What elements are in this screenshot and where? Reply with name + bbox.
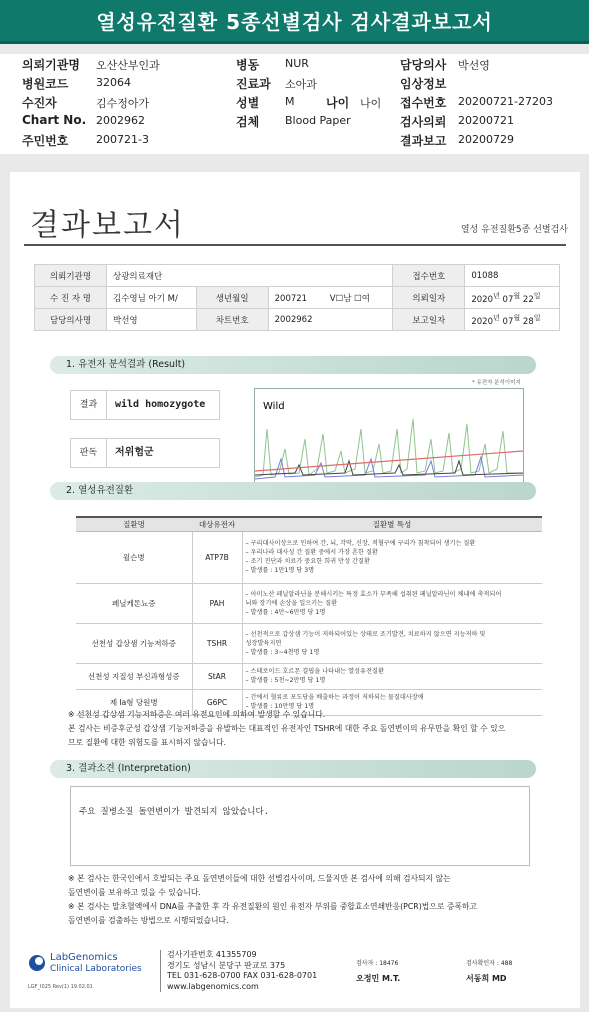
desc-line: – 발생률 : 1만1명 당 3명 (245, 567, 315, 574)
meta-value-age: 나이 (360, 97, 382, 110)
labgenomics-logo-icon (28, 954, 46, 972)
meta-value-hospital-code: 32064 (96, 76, 131, 89)
info-label: 차트번호 (196, 309, 268, 331)
chromatogram-image (254, 388, 524, 488)
info-label: 접수번호 (393, 265, 465, 287)
disease-desc (242, 623, 542, 663)
chromatogram-label: Wild (263, 401, 285, 412)
section-title: 1. 유전자 분석결과 (Result) (66, 359, 186, 370)
footnote-line: 돌연변이를 보유하고 있을 수 있습니다. (68, 888, 201, 897)
meta-label-department: 진료과 (236, 77, 271, 91)
company-name: LabGenomics (50, 952, 118, 963)
gene-name: StAR (192, 663, 242, 689)
meta-label-reception-no: 접수번호 (400, 96, 447, 110)
disease-name: 제 Ia형 당원병 (76, 689, 192, 715)
address-line: 경기도 성남시 분당구 판교로 375 (167, 960, 286, 970)
signature-label: 검사확인자 : 488 (466, 960, 513, 967)
gene-name: G6PC (192, 689, 242, 715)
info-value: 상광의료재단 (107, 265, 393, 287)
date-year: 2020 (471, 294, 493, 305)
sex-mark: V (329, 293, 336, 304)
unit: 년 (492, 312, 500, 322)
info-value: 01088 (465, 265, 560, 287)
meta-label-doctor: 담당의사 (400, 58, 447, 72)
footnote-line: ※ 본 검사는 말초혈액에서 DNA를 추출한 후 각 유전질환의 원인 유전자 부위를 중합효소연쇄반응(PCR)법으로 증폭하고 (68, 902, 477, 911)
meta-label-report-date: 결과보고 (400, 134, 447, 148)
sex-female-checkbox: ☐여 (354, 293, 370, 304)
section-title: 3. 결과소견 (Interpretation) (66, 763, 191, 774)
interpretation-text: 주요 질병소질 돌연변이가 발견되지 않았습니다. (79, 807, 269, 817)
info-label: 보고일자 (393, 309, 465, 331)
info-label: 수 진 자 명 (35, 287, 107, 309)
disease-desc (242, 663, 542, 689)
meta-label-chart-no: Chart No. (22, 113, 87, 127)
meta-label-request-date: 검사의뢰 (400, 115, 447, 129)
meta-label-specimen: 검체 (236, 115, 260, 129)
note-line: 므로 질환에 대한 위험도를 표시하지 않습니다. (68, 738, 226, 747)
info-label: 담당의사명 (35, 309, 107, 331)
desc-line: 뇌와 장기에 손상을 일으키는 질환 (245, 599, 338, 607)
info-date (465, 287, 560, 309)
meta-value-specimen: Blood Paper (285, 114, 351, 127)
footnote-line: 돌연변이를 검출하는 방법으로 시행되었습니다. (68, 916, 229, 925)
signature-name: 오정민 M.T. (356, 974, 401, 983)
meta-value-institution: 오산산부인과 (96, 59, 160, 72)
date-year: 2020 (471, 316, 493, 327)
date-month: 07 (502, 316, 514, 327)
desc-line: – 조기 진단과 치료가 중요한 희귀 만성 간질환 (245, 558, 370, 565)
address-line: www.labgenomics.com (167, 981, 259, 991)
signature-label: 검사자 : 18476 (356, 960, 399, 967)
gene-name: ATP7B (192, 531, 242, 583)
footnote-line: ※ 본 검사는 한국인에서 호발되는 주요 돌연변이들에 대한 선별검사이며, 드물지만 본 검사에 의해 검사되지 않는 (68, 874, 451, 883)
report-title-bar (0, 0, 589, 44)
disease-name: 선천성 지질성 부신과형성증 (76, 663, 192, 689)
unit: 일 (533, 290, 541, 300)
meta-label-clinical-info: 임상정보 (400, 77, 447, 91)
report-document (10, 172, 580, 1008)
meta-label-hospital-code: 병원코드 (22, 77, 69, 91)
desc-line: – 선천적으로 갑상샘 기능이 저하되어있는 상태로 조기발견, 치료하지 않으면 지능저하 및 (245, 630, 486, 638)
meta-value-chart-no: 2002962 (96, 114, 145, 127)
info-dob-cell (268, 287, 393, 309)
desc-line: – 발생률 : 10만명 당 1명 (245, 703, 315, 710)
gene-name: PAH (192, 583, 242, 623)
note-line: 본 검사는 비증후군성 갑상샘 기능저하증을 유발하는 대표적인 유전자인 TSHR에 대한 주요 돌연변이의 유무만을 확인 할 수 있으 (68, 724, 506, 733)
disease-header: 질환명 (76, 517, 192, 531)
disease-desc (242, 531, 542, 583)
meta-label-resident-no: 주민번호 (22, 134, 69, 148)
meta-value-request-date: 20200721 (458, 114, 514, 127)
note-line: ※ 선천성 갑상샘 기능저하증은 여러 유전요인에 의하여 발생할 수 있습니다. (68, 710, 326, 719)
desc-line: – 스테로이드 호르몬 결핍을 나타내는 열성유전질환 (245, 668, 384, 675)
patient-info-table (34, 264, 560, 331)
desc-line: – 우리나라 대사성 간 질환 중에서 가장 흔한 질환 (245, 549, 378, 556)
table-row (76, 531, 542, 583)
footnotes (68, 872, 477, 928)
gene-header: 대상유전자 (192, 517, 242, 531)
info-date (465, 309, 560, 331)
section-disease-header (50, 482, 536, 500)
gene-name: TSHR (192, 623, 242, 663)
company-address (160, 950, 317, 992)
meta-label-age: 나이 (326, 96, 350, 110)
desc-line: – 발생률 : 3~4천명 당 1명 (245, 648, 320, 656)
info-value: 박선영 (107, 309, 197, 331)
disease-note (68, 708, 505, 750)
meta-value-doctor: 박선영 (458, 59, 490, 72)
date-day: 22 (522, 294, 534, 305)
meta-value-department: 소아과 (285, 78, 317, 91)
disease-table (76, 516, 542, 716)
form-version: LGF_I025 Rev(1) 19.02.01 (28, 984, 93, 990)
disease-name: 선천성 갑상샘 기능저하증 (76, 623, 192, 663)
desc-line: – 발생률 : 4만~6만명 당 1명 (245, 608, 326, 616)
disease-name: 윌슨병 (76, 531, 192, 583)
disease-name: 페닐케톤뇨증 (76, 583, 192, 623)
unit: 년 (492, 290, 500, 300)
patient-meta-panel (0, 54, 589, 154)
section-interpretation-header (50, 760, 536, 778)
company-subname: Clinical Laboratories (50, 964, 142, 974)
desc-line: – 발생률 : 5천~2만명 당 1명 (245, 677, 326, 684)
judgment-box (70, 438, 220, 468)
meta-value-report-date: 20200729 (458, 133, 514, 146)
desc-line: 성장발육지연 (245, 639, 282, 647)
info-label: 생년월일 (196, 287, 268, 309)
desc-line: – 아미노산 페닐알라닌을 분해시키는 특정 효소가 부족해 섭취된 페닐알라닌이 체내에 축적되어 (245, 590, 502, 598)
report-title: 열성유전질환 5종선별검사 검사결과보고서 (96, 10, 493, 34)
meta-value-sex: M (285, 95, 295, 108)
signature-name: 서동희 MD (466, 974, 507, 983)
info-label: 의뢰일자 (393, 287, 465, 309)
meta-value-ward: NUR (285, 57, 309, 70)
desc-line: – 구리대사이상으로 인하여 간, 뇌, 각막, 신장, 적혈구에 구리가 침착되어 생기는 질환 (245, 540, 476, 547)
meta-label-institution: 의뢰기관명 (22, 58, 80, 72)
chromatogram-note: * 유전자 분석이미지 (472, 380, 521, 386)
result-label: 결과 (71, 391, 107, 419)
table-row (76, 623, 542, 663)
info-value: 200721 (274, 293, 308, 304)
reviewer-signature (466, 958, 512, 984)
report-subheading: 열성 유전질환5종 선별검사 (460, 225, 568, 235)
table-row (76, 583, 542, 623)
section-title: 2. 열성유전질환 (66, 485, 134, 496)
address-line: TEL 031-628-0700 FAX 031-628-0701 (167, 971, 318, 980)
judgment-label: 판독 (71, 439, 107, 467)
desc-line: – 간에서 혈류로 포도당을 배출하는 과정이 저하되는 물질대사장애 (245, 694, 424, 701)
table-row (76, 663, 542, 689)
judgment-value: 저위험군 (115, 447, 154, 458)
address-line: 검사기관번호 41355709 (167, 950, 257, 959)
report-heading: 결과보고서 (30, 208, 185, 243)
feature-header: 질환별 특성 (242, 517, 542, 531)
sex-male-checkbox: ☐남 (335, 293, 352, 304)
unit: 월 (513, 312, 521, 322)
unit: 일 (533, 312, 541, 322)
meta-label-sex: 성별 (236, 96, 260, 110)
info-value: 김수영님 아기 M/ (107, 287, 197, 309)
info-value: 2002962 (268, 309, 393, 331)
divider (24, 244, 566, 246)
unit: 월 (513, 290, 521, 300)
date-month: 07 (502, 294, 514, 305)
result-box (70, 390, 220, 420)
chromatogram-plot (255, 389, 523, 487)
meta-value-reception-no: 20200721-27203 (458, 95, 553, 108)
section-result-header (50, 356, 536, 374)
meta-value-patient: 김수정아가 (96, 97, 150, 110)
date-day: 28 (522, 316, 534, 327)
interpretation-box (70, 786, 530, 866)
meta-value-resident-no: 200721-3 (96, 133, 149, 146)
examiner-signature (356, 958, 400, 984)
info-label: 의뢰기관명 (35, 265, 107, 287)
meta-label-patient: 수진자 (22, 96, 57, 110)
result-value: wild homozygote (115, 399, 206, 410)
meta-label-ward: 병동 (236, 58, 260, 72)
disease-desc (242, 583, 542, 623)
